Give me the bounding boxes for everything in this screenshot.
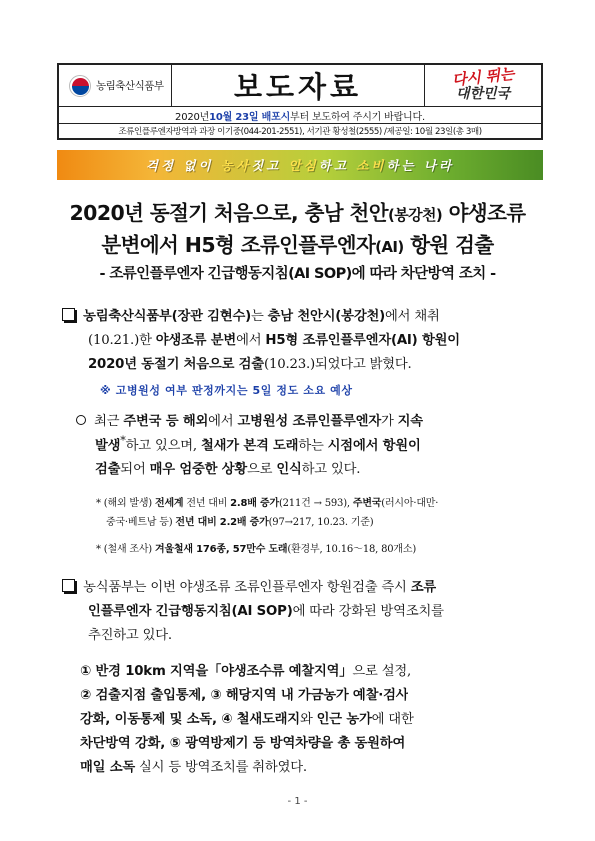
text: (러시아·대만· [381,498,439,509]
slogan-banner [57,150,543,180]
text: 매우 엄중한 상황 [149,462,247,477]
text: 검출 [95,462,121,477]
text: 최근 [94,414,124,429]
measures-line-4: 차단방역 강화, ⑤ 광역방제기 등 방역차량을 총 동원하여 [80,736,406,751]
measures-line-1 [80,660,411,679]
text: 전세계 [154,498,184,509]
text: 농림축산식품부(장관 김현수) [83,309,251,324]
text: 으로 설정, [352,664,412,679]
square-bullet-icon [62,308,75,321]
embargo-suffix: 부터 보도하여 주시기 바랍니다. [290,111,425,123]
text: 조류 [410,580,436,595]
text: 에서 채취 [385,309,440,324]
bullet1-line-1 [76,410,423,429]
note-judgment-period: ※ 고병원성 여부 판정까지는 5일 정도 소요 예상 [100,384,353,397]
text: 가 [380,414,398,429]
text: 에서 [236,333,266,348]
footnote-marker: * [120,434,126,447]
text: 하는 [298,438,328,454]
text: (97→217, 10.23. 기준) [268,517,374,528]
text: (10.23.)되었다고 밝혔다. [263,357,412,372]
banner-part: 하는 나라 [386,158,455,173]
banner-accent: 안심 [288,158,319,173]
embargo-date: 10월 23일 배포시 [209,111,291,123]
measures-line-2: ② 검출지점 출입통제, ③ 해당지역 내 가금농가 예찰·검사 [80,688,409,703]
text: ① 반경 10km 지역을「야생조수류 예찰지역」 [80,664,353,679]
headline-subtitle: - 조류인플루엔자 긴급행동지침(AI SOP)에 따라 차단방역 조치 - [99,266,496,282]
headline-text: 항원 검출 [403,233,494,257]
text: 하고 있다. [301,462,361,477]
text: 야생조류 분변 [155,333,237,348]
text: * (철새 조사) [96,544,155,555]
slogan-line-2: 대한민국 [455,86,511,102]
banner-part: 걱정 없이 [145,158,221,173]
headline-small-text: (봉강천) [387,206,443,224]
text: 겨울철새 176종, 57만수 도래 [154,544,288,555]
document-title: 보도자료 [233,70,363,104]
headline-small-text: (AI) [375,238,404,256]
header-top-row [59,65,541,107]
text: 인근 농가 [316,712,372,727]
text: 매일 소독 [80,760,136,775]
slogan-line-1: 다시 뛰는 [451,64,515,90]
text: 전년 대비 2.2배 증가 [175,517,269,528]
text: 실시 등 방역조치를 취하였다. [135,760,307,775]
page-number: - 1 - [287,796,308,807]
text: 중국·베트남 등) [106,517,176,528]
text: 주변국 [352,498,382,509]
para2-line-3: 추진하고 있다. [88,628,172,643]
ministry-name: 농림축산식품부 [96,80,164,92]
embargo-notice [59,107,541,124]
banner-part: 하고 [318,158,357,173]
text: 인플루엔자 긴급행동지침(AI SOP) [88,604,293,619]
para1-line-1 [62,305,440,324]
circle-bullet-icon [76,415,86,425]
text: (10.21.)한 [88,333,156,348]
banner-text [146,156,454,174]
headline-text: 야생조류 [442,201,526,225]
press-release-header [57,63,543,140]
text: 에서 [208,414,238,429]
text: 에 대한 [371,712,414,727]
text: * (해외 발생) [96,498,155,509]
headline-text: 2020년 동절기 처음으로, 충남 천안 [69,201,388,225]
text: (211건 → 593), [278,498,353,509]
text: 주변국 등 해외 [123,414,209,429]
headline-line-1 [30,196,565,226]
measures-line-3 [80,708,414,727]
text: (환경부, 10.16～18, 80개소) [287,544,417,555]
text: 전년 대비 [183,498,231,509]
text: 고병원성 조류인플루엔자 [237,414,381,429]
embargo-prefix: 2020년 [175,111,210,123]
text: 발생 [95,438,121,454]
bullet1-line-3 [95,458,360,477]
footnote2 [96,540,416,555]
text: 2020년 동절기 처음으로 검출 [88,357,264,372]
text: 와 [299,712,317,727]
text: 농식품부는 이번 야생조류 조류인플루엔자 항원검출 즉시 [83,580,411,595]
ministry-logo [59,65,172,106]
text: 는 [250,309,268,324]
para1-line-2 [88,329,460,348]
national-slogan-logo [424,65,541,106]
text: 되어 [120,462,150,477]
text: 강화, 이동통제 및 소독, ④ 철새도래지 [80,712,300,727]
square-bullet-icon [62,579,75,592]
contact-info: 조류인플루엔자방역과 과장 이기중(044-201-2551), 서기관 황성철(2555) /제공일: 10월 23일(총 3매) [118,127,482,137]
text: 으로 [247,462,277,477]
headline-text: 분변에서 H5형 조류인플루엔자 [101,233,376,257]
text: 충남 천안시(봉강천) [267,309,385,324]
banner-accent: 소비 [356,158,387,173]
footnote1-line-1 [96,494,438,509]
footnote1-line-2 [106,513,373,528]
text: 지속 [397,414,423,429]
headline-line-2 [30,228,565,258]
text: 시점에서 항원이 [327,438,421,454]
text: H5형 조류인플루엔자(AI) 항원이 [265,333,460,348]
taegeuk-emblem-icon [69,75,91,97]
para2-line-2 [88,600,444,619]
measures-line-5 [80,756,307,775]
banner-part: 짓고 [251,158,289,173]
bullet1-line-2 [95,434,421,453]
para2-line-1 [62,576,436,595]
text: 인식 [276,462,302,477]
banner-accent: 농사 [220,158,252,173]
para1-line-3 [88,353,412,372]
text: 2.8배 증가 [230,498,279,509]
text: 에 따라 강화된 방역조치를 [292,604,444,619]
text: 하고 있으며, [125,438,201,454]
text: 철새가 본격 도래 [200,438,299,454]
